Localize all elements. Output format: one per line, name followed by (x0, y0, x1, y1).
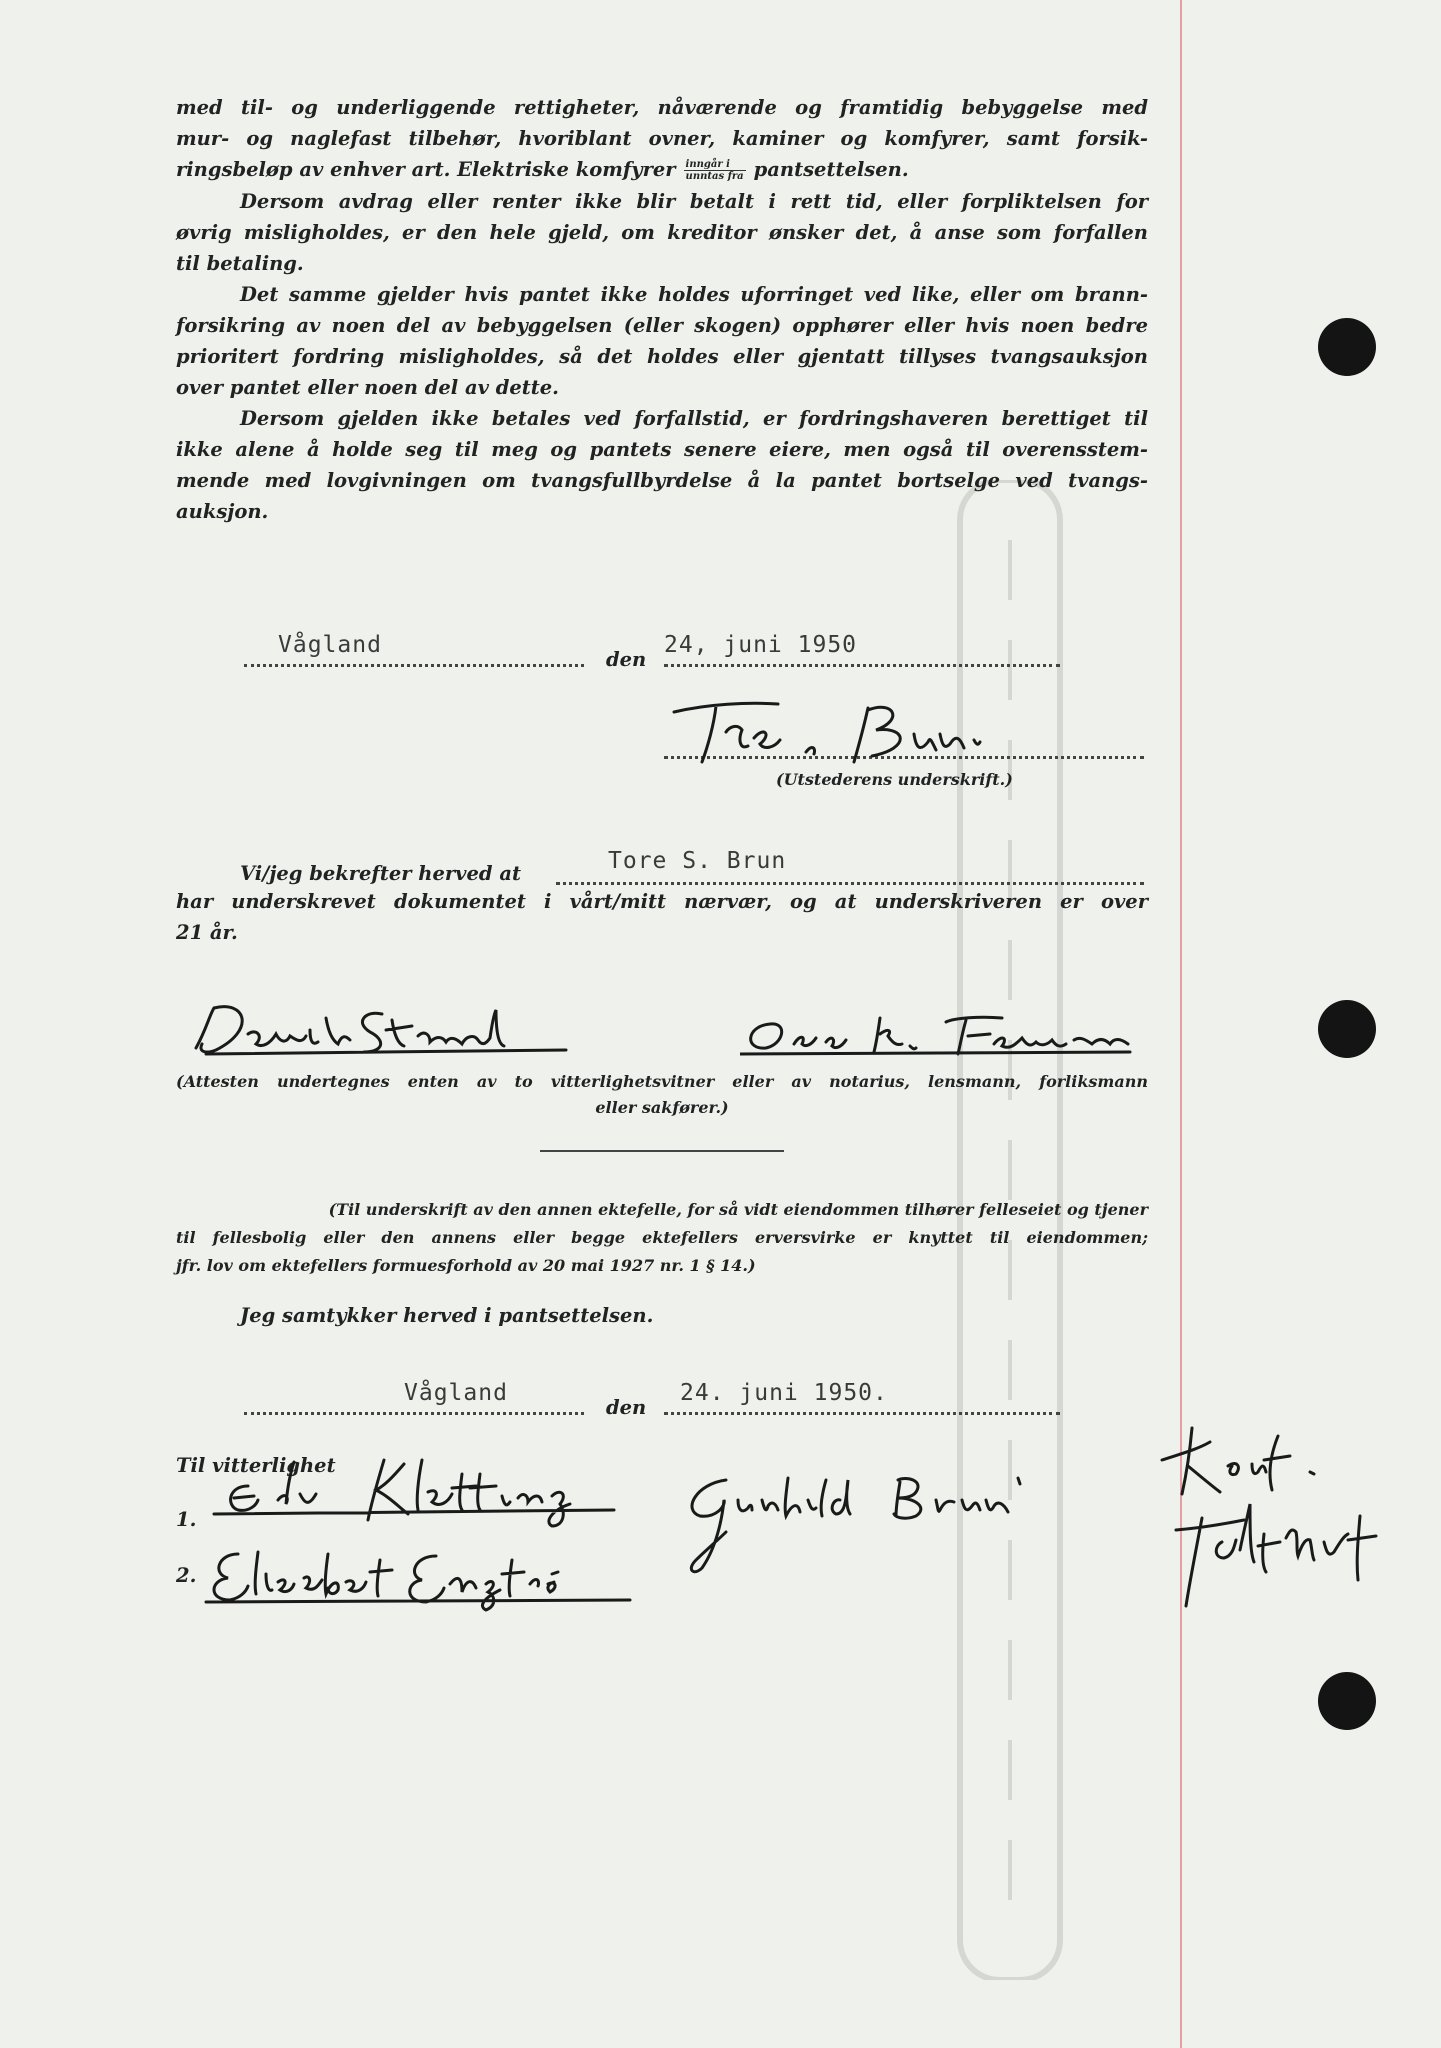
text-line: med til- og underliggende rettigheter, nåværende og framtidig bebyggelse med (176, 96, 1148, 119)
text-line: Dersom avdrag eller renter ikke blir betalt i rett tid, eller forpliktelsen for (240, 190, 1148, 213)
witness-signature-edv-kletting (208, 1450, 628, 1530)
margin-rule (1180, 0, 1182, 2048)
text-line: 21 år. (176, 921, 238, 944)
date-value-2: 24. juni 1950. (680, 1380, 888, 1406)
text-line-part: pantsettelsen. (753, 158, 909, 181)
date-dotted-line-2 (664, 1412, 1060, 1415)
paragraph-property (176, 92, 1148, 185)
text-line: ikke alene å holde seg til meg og pantets senere eiere, men også til overensstem- (176, 438, 1148, 461)
date-dotted-line (664, 664, 1060, 667)
text-line: Dersom gjelden ikke betales ved forfallstid, er fordringshaveren berettiget til (240, 407, 1148, 430)
text-line: har underskrevet dokumentet i vårt/mitt nærvær, og at underskriveren er over (176, 890, 1148, 913)
attest-note-line-1: (Attesten undertegnes enten av to vitterlighetsvitner eller av notarius, lensmann, forliksmann (176, 1072, 1148, 1091)
text-line: til betaling. (176, 252, 304, 275)
place-value: Vågland (278, 632, 382, 658)
issuer-signature-caption: (Utstederens underskrift.) (776, 770, 1013, 789)
confirm-text (176, 886, 1148, 948)
text-line: mende med lovgivningen om tvangsfullbyrdelse å la pantet bortselge ved tvangs- (176, 469, 1148, 492)
text-line: over pantet eller noen del av dette. (176, 376, 559, 399)
witness-signature-elisabet-engstro (200, 1544, 640, 1614)
text-line: prioritert fordring misligholdes, så det holdes eller gjentatt tillyses tvangsauksjon (176, 345, 1148, 368)
punch-hole-bottom (1318, 1672, 1376, 1730)
attest-note-line-2: eller sakfører.) (595, 1098, 729, 1117)
paragraph-enforcement (176, 403, 1148, 527)
vitterlighet-label: Til vitterlighet (176, 1454, 336, 1477)
option-fraction (684, 159, 746, 182)
punch-hole-middle (1318, 1000, 1376, 1058)
date-value: 24, juni 1950 (664, 632, 858, 658)
witness-signature-1 (186, 1000, 606, 1060)
witness-number-2: 2. (176, 1564, 197, 1587)
place-value-2: Vågland (404, 1380, 508, 1406)
spouse-note-line-1: (Til underskrift av den annen ektefelle, for så vidt eiendommen tilhører felleseiet og tjener (328, 1200, 1148, 1219)
witness-number-1: 1. (176, 1508, 197, 1531)
text-line (176, 154, 1148, 185)
confirm-name: Tore S. Brun (608, 848, 787, 874)
text-line: Det samme gjelder hvis pantet ikke holdes uforringet ved like, eller om brann- (240, 283, 1148, 306)
spouse-note-line-2: til fellesbolig eller den annens eller begge ektefellers erversvirke er knyttet til eiendommen; (176, 1228, 1148, 1247)
fraction-bottom: unntas fra (685, 171, 744, 182)
text-line-part: ringsbeløp av enhver art. Elektriske komfyrer (176, 158, 676, 181)
confirm-dotted-line (556, 882, 1144, 885)
text-line: øvrig misligholdes, er den hele gjeld, om kreditor ønsker det, å anse som forfallen (176, 221, 1148, 244)
paragraph-default (176, 186, 1148, 279)
den-label: den (606, 648, 647, 671)
confirm-prefix: Vi/jeg bekrefter herved at (240, 862, 521, 885)
text-line: mur- og naglefast tilbehør, hvoriblant ovner, kaminer og komfyrer, samt forsik- (176, 127, 1148, 150)
separator-rule (540, 1150, 784, 1152)
signature-text-equivalents (0, 0, 1, 1)
punch-hole-top (1318, 318, 1376, 376)
consent-text: Jeg samtykker herved i pantsettelsen. (240, 1304, 654, 1327)
issuer-signature-text (0, 0, 1, 1)
issuer-signature (668, 690, 998, 770)
place-dotted-line-2 (244, 1412, 584, 1415)
fraction-top: inngår i (684, 159, 746, 171)
den-label-2: den (606, 1396, 647, 1419)
paragraph-maintenance (176, 279, 1148, 403)
spouse-note-line-3: jfr. lov om ektefellers formuesforhold av 20 mai 1927 nr. 1 § 14.) (176, 1256, 756, 1275)
text-line: auksjon. (176, 500, 269, 523)
witness-signature-2 (740, 1004, 1140, 1060)
spouse-signature-gunhild-brun (666, 1470, 1106, 1580)
place-dotted-line (244, 664, 584, 667)
margin-note-konf (1140, 1420, 1420, 1620)
text-line: forsikring av noen del av bebyggelsen (eller skogen) opphører eller hvis noen bedre (176, 314, 1148, 337)
